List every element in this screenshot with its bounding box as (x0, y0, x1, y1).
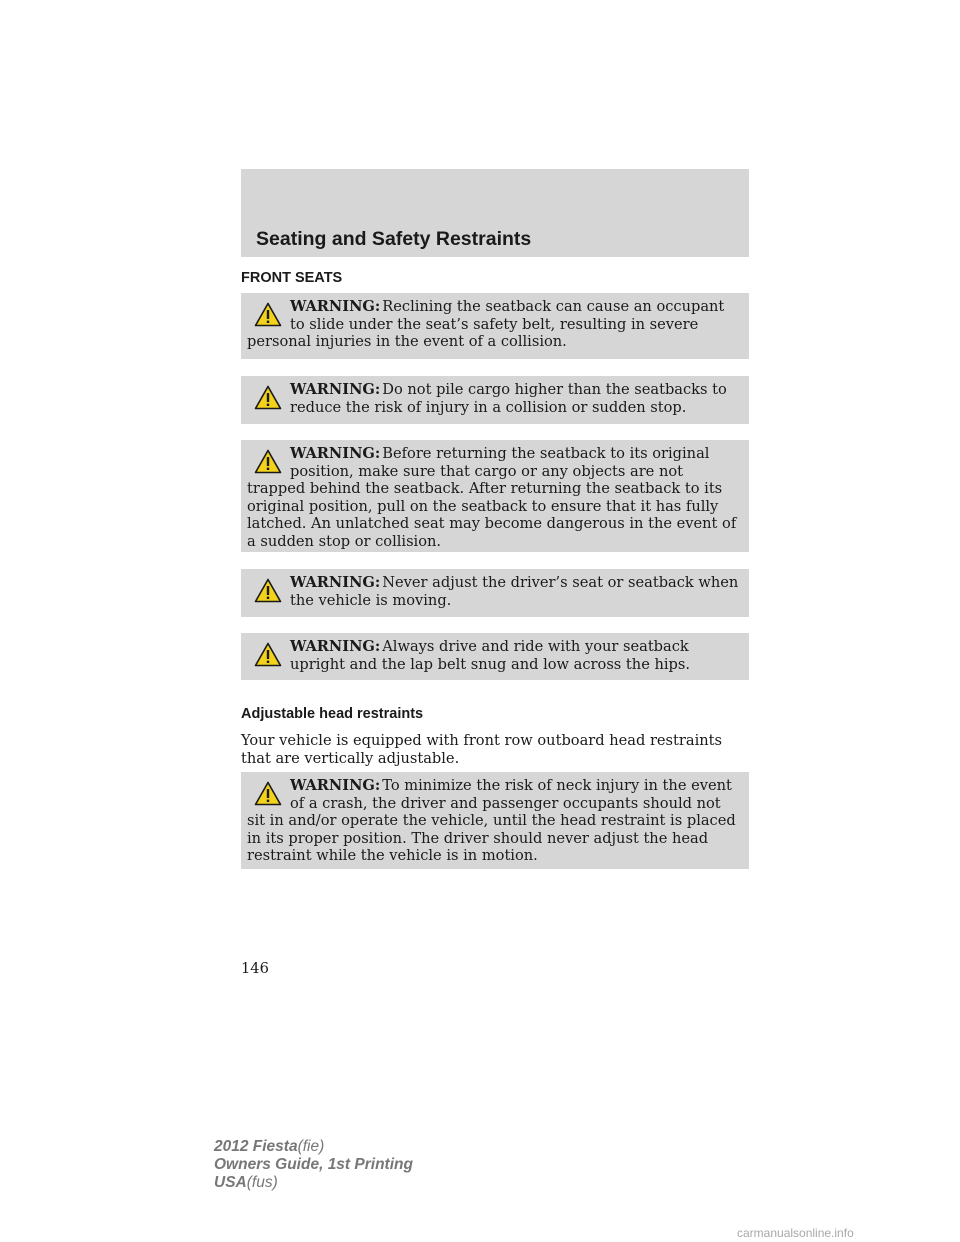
header-band (241, 169, 749, 257)
warning-body: Reclining the seatback can cause an occupant to slide under the seat’s safety belt, resulting in severe personal injuries in the event of a collision. (247, 298, 725, 351)
warning-text (247, 777, 743, 865)
warning-text (247, 298, 743, 351)
head-restraints-body: Your vehicle is equipped with front row outboard head restraints that are vertically adjustable. (241, 732, 723, 767)
head-restraints-heading: Adjustable head restraints (241, 706, 424, 722)
section-title: Seating and Safety Restraints (256, 228, 532, 250)
page-number: 146 (241, 960, 269, 977)
warning-triangle-icon (254, 385, 282, 410)
warning-triangle-icon (254, 449, 282, 474)
footer-line-1 (214, 1138, 413, 1156)
warning-box-5 (241, 633, 749, 680)
warning-body: Always drive and ride with your seatback upright and the lap belt snug and low across the hips. (290, 638, 691, 673)
warning-box-6 (241, 772, 749, 869)
warning-label: WARNING: (290, 638, 381, 655)
warning-label: WARNING: (290, 777, 381, 794)
warning-text (247, 381, 743, 416)
footer-market-code: (fus) (246, 1174, 278, 1191)
warning-body: Do not pile cargo higher than the seatbacks to reduce the risk of injury in a collision or sudden stop. (290, 381, 727, 416)
warning-box-2 (241, 376, 749, 424)
watermark: carmanualsonline.info (737, 1226, 854, 1240)
footer-market: USA (214, 1174, 247, 1191)
front-seats-heading: FRONT SEATS (241, 270, 343, 286)
warning-label: WARNING: (290, 381, 381, 398)
footer-model-code: (fie) (297, 1138, 325, 1155)
warning-label: WARNING: (290, 574, 381, 591)
footer-line-3 (214, 1174, 413, 1192)
warning-box-1 (241, 293, 749, 359)
warning-body: Never adjust the driver’s seat or seatback when the vehicle is moving. (290, 574, 739, 609)
warning-label: WARNING: (290, 298, 381, 315)
warning-triangle-icon (254, 642, 282, 667)
warning-text (247, 574, 743, 609)
warning-body: To minimize the risk of neck injury in the event of a crash, the driver and passenger occupants should not sit in and/or operate the vehicle, until the head restraint is placed in its proper position. The driver should never adjust the head restraint while the vehicle is in motion. (247, 777, 736, 865)
footer-line-2: Owners Guide, 1st Printing (214, 1156, 413, 1173)
footer-imprint (214, 1138, 413, 1192)
warning-triangle-icon (254, 302, 282, 327)
warning-text (247, 638, 743, 673)
warning-text (247, 445, 743, 551)
warning-label: WARNING: (290, 445, 381, 462)
warning-body: Before returning the seatback to its original position, make sure that cargo or any objects are not trapped behind the seatback. After returning the seatback to its original position, pull on the seatback to ensure that it has fully latched. An unlatched seat may become dangerous in the event of a sudden stop or collision. (247, 445, 737, 550)
footer-model: 2012 Fiesta (214, 1138, 298, 1155)
warning-box-3 (241, 440, 749, 552)
warning-triangle-icon (254, 781, 282, 806)
warning-box-4 (241, 569, 749, 617)
warning-triangle-icon (254, 578, 282, 603)
